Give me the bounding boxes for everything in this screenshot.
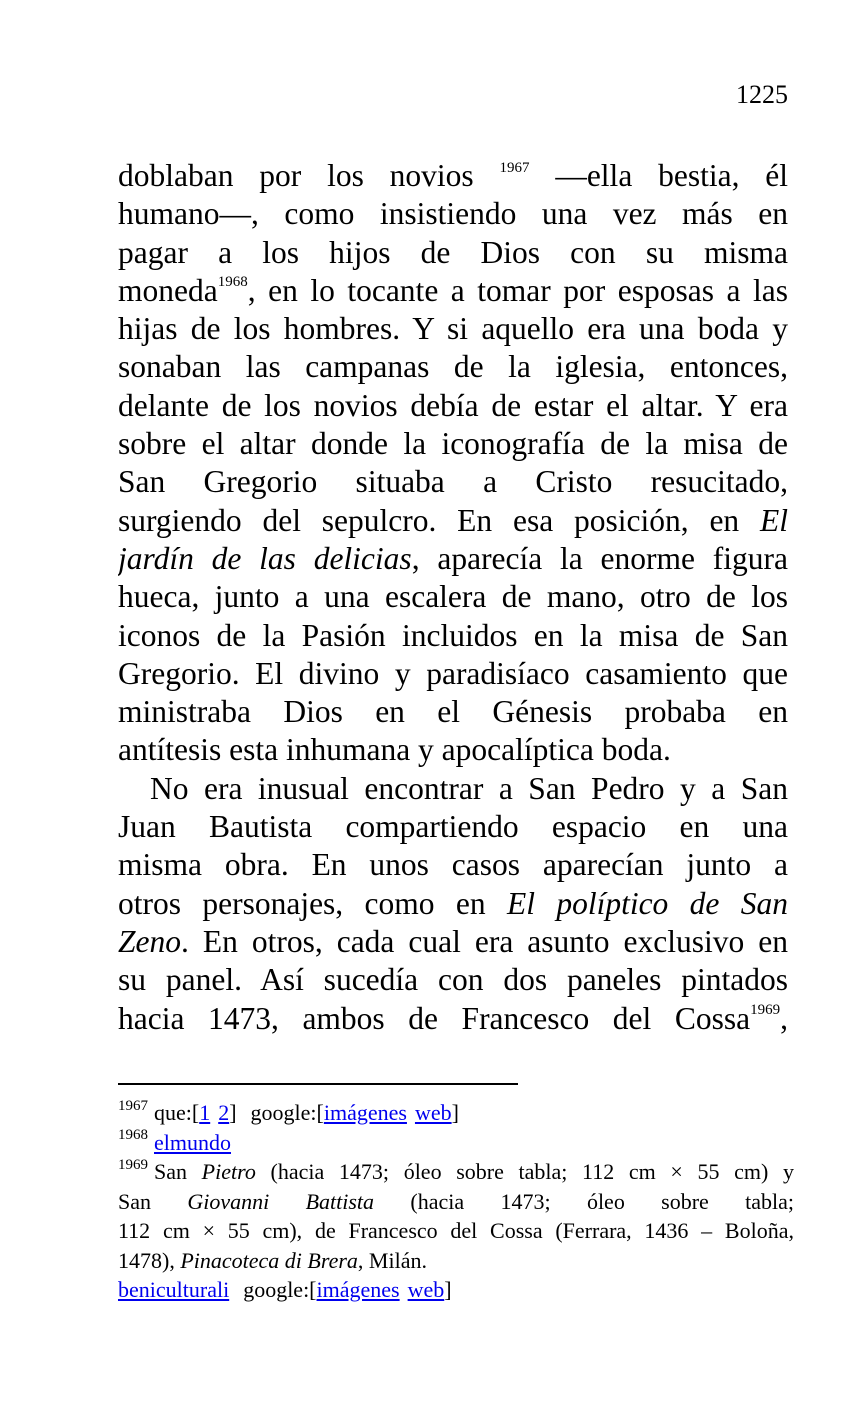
footnote-1967: $^{1967}$ que:[1 2] google:[imágenes web] xyxy=(118,1097,459,1125)
google-web-link[interactable]: web xyxy=(407,1277,445,1302)
footnote-line: 1478), Pinacoteca di Brera, Milán. xyxy=(118,1247,427,1273)
footnote-ref-1968[interactable]: 1968 xyxy=(217,274,248,291)
text-line: delante de los novios debía de estar el altar. Y era xyxy=(118,387,788,423)
google-web-link[interactable]: web xyxy=(414,1100,452,1125)
footnote-number: 1967 xyxy=(118,1097,148,1114)
text-line: su panel. Así sucedía con dos paneles pintados xyxy=(118,962,788,998)
footnote-line: San Giovanni Battista (hacia 1473; óleo sobre tabla; xyxy=(118,1188,794,1214)
footnote-ref-1967[interactable]: 1967 xyxy=(499,159,530,176)
body-text xyxy=(118,157,788,1038)
que-link-2[interactable]: 2 xyxy=(218,1100,230,1125)
text-line: Juan Bautista compartiendo espacio en una xyxy=(118,809,788,845)
text-line: antítesis esta inhumana y apocalíptica boda. xyxy=(118,732,671,768)
footnote-separator xyxy=(118,1083,518,1085)
text-line: hueca, junto a una escalera de mano, otro de los xyxy=(118,579,788,615)
beniculturali-link[interactable]: beniculturali xyxy=(118,1277,230,1302)
footnote-line: 112 cm × 55 cm), de Francesco del Cossa (Ferrara, 1436 – Boloña, xyxy=(118,1218,794,1243)
text-line: otros personajes, como en El políptico de San xyxy=(118,885,788,921)
que-link-1[interactable]: 1 xyxy=(199,1100,211,1125)
footnote-ref-1969[interactable]: 1969 xyxy=(750,1002,781,1019)
text-line: sonaban las campanas de la iglesia, entonces, xyxy=(118,349,788,385)
text-line: hacia 1473, ambos de Francesco del Cossa$^{1969}$, xyxy=(118,1000,788,1036)
footnote-1969: $^{1969}$ San Pietro (hacia 1473; óleo sobre tabla; 112 cm × 55 cm) y xyxy=(118,1157,794,1184)
text-line: San Gregorio situaba a Cristo resucitado, xyxy=(118,464,788,500)
text-line: ministraba Dios en el Génesis probaba en xyxy=(118,694,788,730)
text-line: hijas de los hombres. Y si aquello era una boda y xyxy=(118,311,788,347)
text-line: surgiendo del sepulcro. En esa posición, en El xyxy=(118,502,788,538)
text-line: No era inusual encontrar a San Pedro y a San xyxy=(150,770,788,806)
footnote-number: 1969 xyxy=(118,1157,148,1173)
text-line: humano—, como insistiendo una vez más en xyxy=(118,196,788,232)
text-line: iconos de la Pasión incluidos en la misa de San xyxy=(118,617,788,653)
google-images-link[interactable]: imágenes xyxy=(323,1100,407,1125)
footnote-links: beniculturali google:[imágenes web] xyxy=(118,1277,452,1302)
text-line: Gregorio. El divino y paradisíaco casamiento que xyxy=(118,655,788,691)
text-line: Zeno. En otros, cada cual era asunto exclusivo en xyxy=(118,923,788,959)
text-line: misma obra. En unos casos aparecían junto a xyxy=(118,847,788,883)
text-line: pagar a los hijos de Dios con su misma xyxy=(118,234,788,270)
footnote-number: 1968 xyxy=(118,1127,148,1144)
footnotes xyxy=(118,1098,794,1305)
text-line: doblaban por los novios $^{1967}$ —ella bestia, él xyxy=(118,158,788,193)
text-line: sobre el altar donde la iconografía de la misa de xyxy=(118,426,788,462)
elmundo-link[interactable]: elmundo xyxy=(154,1129,231,1155)
text-line: moneda$^{1968}$, en lo tocante a tomar por esposas a las xyxy=(118,272,788,308)
page-number: 1225 xyxy=(736,80,788,109)
text-line: jardín de las delicias, aparecía la enorme figura xyxy=(118,540,788,576)
google-images-link[interactable]: imágenes xyxy=(316,1277,400,1302)
footnote-1968 xyxy=(118,1128,794,1158)
